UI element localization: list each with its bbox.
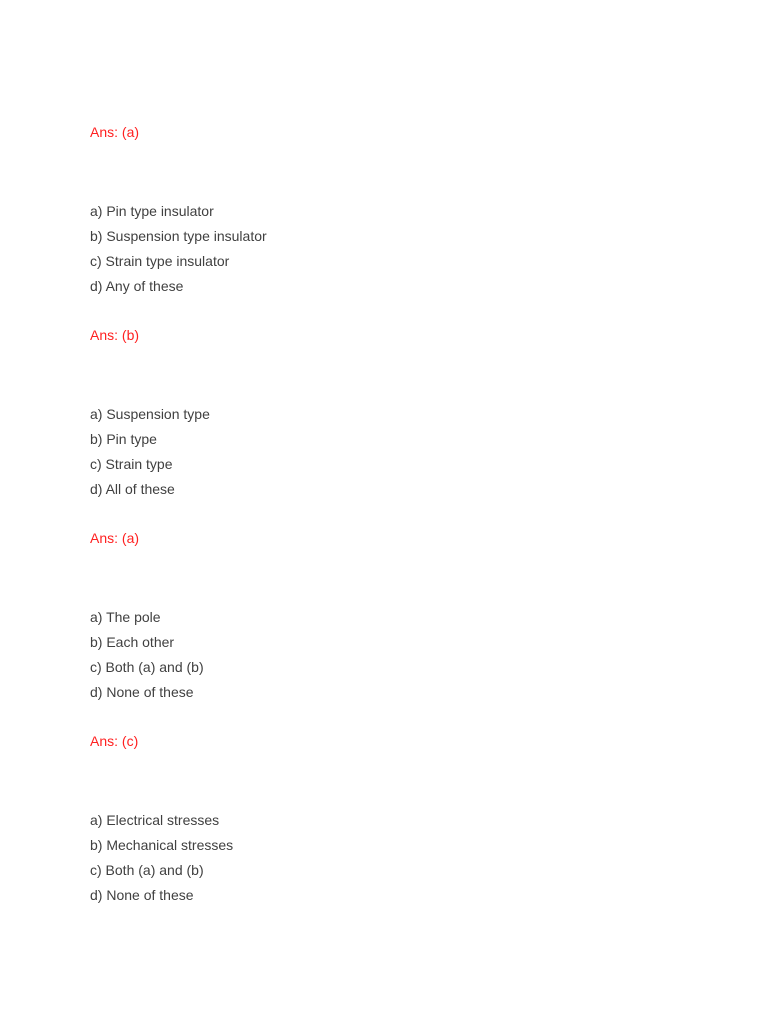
option-d: d) Any of these	[90, 278, 184, 294]
option-d: d) None of these	[90, 887, 194, 903]
option-a: a) The pole	[90, 609, 161, 625]
option-c: c) Strain type	[90, 456, 173, 472]
option-b: b) Pin type	[90, 431, 157, 447]
option-d: d) All of these	[90, 481, 175, 497]
answer-label: Ans: (a)	[90, 530, 140, 546]
option-a: a) Suspension type	[90, 406, 210, 422]
answer-label: Ans: (a)	[90, 124, 140, 140]
option-b: b) Suspension type insulator	[90, 228, 267, 244]
option-a: a) Pin type insulator	[90, 203, 214, 219]
option-c: c) Both (a) and (b)	[90, 659, 204, 675]
option-c: c) Strain type insulator	[90, 253, 230, 269]
option-a: a) Electrical stresses	[90, 812, 220, 828]
option-c: c) Both (a) and (b)	[90, 862, 204, 878]
option-b: b) Each other	[90, 634, 175, 650]
option-b: b) Mechanical stresses	[90, 837, 234, 853]
option-d: d) None of these	[90, 684, 194, 700]
answer-label: Ans: (c)	[90, 733, 139, 749]
answer-label: Ans: (b)	[90, 327, 140, 343]
